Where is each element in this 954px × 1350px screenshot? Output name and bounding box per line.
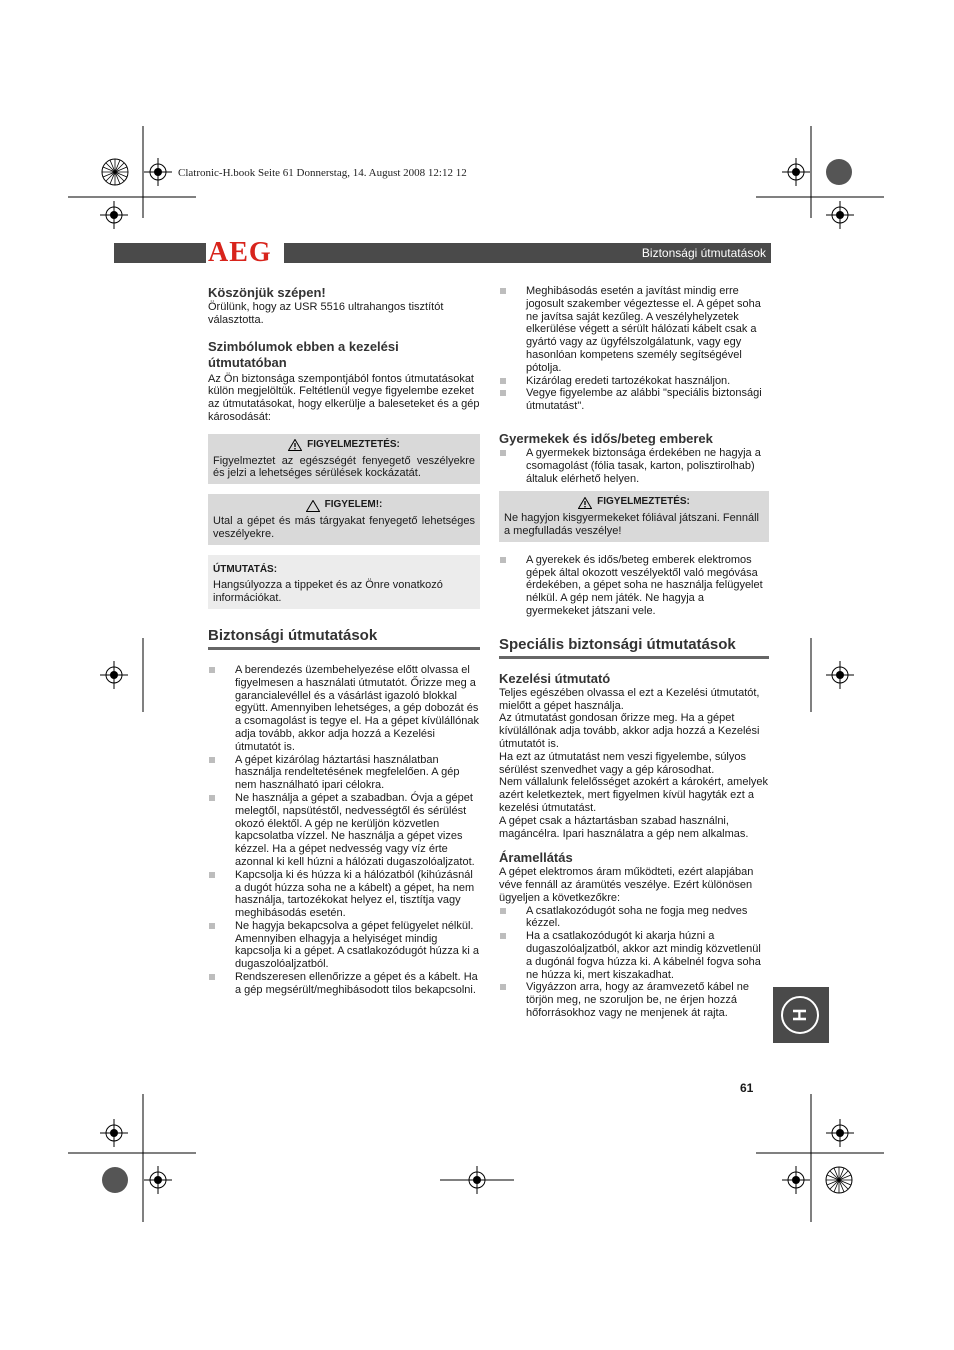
caution-triangle-icon [306, 500, 320, 512]
power-heading: Áramellátás [499, 850, 573, 866]
thanks-text: Örülünk, hogy az USR 5516 ultrahangos tisztítót választotta. [208, 301, 444, 326]
safety-heading: Biztonsági útmutatások [208, 627, 480, 650]
children-warning-box [499, 491, 769, 541]
print-slug: Clatronic-H.book Seite 61 Donnerstag, 14. August 2008 12:12 12 [178, 167, 467, 179]
children-warning-title: FIGYELMEZTETÉS: [597, 496, 690, 508]
symbols-heading: Szimbólumok ebben a kezelési útmutatóban [208, 338, 399, 370]
list-item: Ha a csatlakozódugót ki akarja húzni a dugaszolóaljzatból, akkor azt mindig közvetlenül a dugónál fogva húzza ki. A kábelnél fogva soha ne húzza ki, mert kiszakadhat. [499, 930, 769, 981]
special-safety-heading: Speciális biztonsági útmutatások [499, 636, 769, 659]
children-list [499, 447, 769, 485]
list-item: Ne hagyja bekapcsolva a gépet felügyelet nélkül. Amennyiben elhagyja a helyiséget mindig kapcsolja ki a gépet. A csatlakozódugót húzza ki a dugaszolóaljzatból. [208, 920, 480, 971]
note-box-title: ÚTMUTATÁS: [213, 563, 278, 575]
manual-para: A gépet csak a háztartásban szabad használni, magáncélra. Ipari használatra a gép nem alkalmas. [499, 814, 749, 840]
header-section-title: Biztonsági útmutatások [641, 246, 766, 260]
aeg-logo: AEG [208, 237, 272, 268]
list-item: A gyermekek biztonsága érdekében ne hagyja a csomagolást (fólia tasak, karton, polisztirolhab) általuk elérhető helyen. [499, 447, 769, 485]
manual-para: Teljes egészében olvassa el ezt a Kezelési útmutatót, mielőtt a gépet használja. [499, 686, 760, 712]
manual-heading: Kezelési útmutató [499, 670, 611, 686]
list-item: A gyerekek és idős/beteg emberek elektromos gépek által okozott veszélyektől való megóvása érdekében, a gépet soha ne használja felügyelet nélkül. A gép nem játék. Ne hagyja a gyermekeket játszani vele. [499, 554, 769, 618]
note-box [208, 555, 480, 609]
safety-list [208, 664, 480, 997]
children-warning-text: Ne hagyjon kisgyermekeket fóliával játszani. Fennáll a megfulladás veszélye! [504, 512, 759, 537]
list-item: Ne használja a gépet a szabadban. Óvja a gépet melegtől, napsütéstől, nedvességtől és sérülést okozó élektől. A gép ne kerüljön közvetlen kapcsolatba vízzel. Ne használja a gépet vizes kézzel. Ha a gépet nedvesség vagy víz érte azonnal ki kell húzni a hálózati dugaszolóaljzatot. [208, 792, 480, 869]
repair-list [499, 285, 769, 413]
manual-para: Nem vállalunk felelősséget azokért a károkért, amelyek azért keletkeztek, mert figyelmen kívül hagyták ezt a kezelési útmutatást. [499, 776, 769, 814]
manual-para: Ha ezt az útmutatást nem veszi figyelembe, súlyos sérülést szenvedhet vagy a gép károsodhat. [499, 750, 746, 776]
warning-box-title: FIGYELMEZTETÉS: [307, 438, 400, 450]
language-tab-letter: H [789, 1008, 810, 1022]
manual-para: Az útmutatást gondosan őrizze meg. Ha a gépet kívülállónak adja tovább, akkor adja hozzá a Kezelési útmutatót is. [499, 712, 760, 750]
symbols-text: Az Ön biztonsága szempontjából fontos útmutatásokat külön megjelöltük. Feltétlenül vegye figyelembe ezeket az útmutatásokat, hogy elkerülje a baleseteket és a gép károsodását: [208, 372, 480, 423]
list-item: Kapcsolja ki és húzza ki a hálózatból (kihúzásnál a dugót húzza soha ne a kábelt) a gépet, ha nem használja, tartozékokat helyez el, tisztítja vagy meghibásodás esetén. [208, 869, 480, 920]
list-item: A csatlakozódugót soha ne fogja meg nedves kézzel. [499, 905, 769, 931]
list-item: Vegye figyelembe az alábbi "speciális biztonsági útmutatást". [499, 387, 769, 413]
warning-box [208, 434, 480, 484]
list-item: A berendezés üzembehelyezése előtt olvassa el figyelmesen a használati útmutatót. Őrizze meg a garancialevéllel és a vásárlást igazoló blokkal együtt. Amennyiben lehetséges, a gép dobozát és a csomagolást is tegye el. Ha a gépet kívülállónak adja tovább, akkor adja hozzá a Kezelési útmutatót is. [208, 664, 480, 754]
list-item: Meghibásodás esetén a javítást mindig erre jogosult szakember végeztesse el. A gépet soha ne javítsa saját kezűleg. A veszélyhelyzetek elkerülése végett a sérült hálózati kábelt csak a gyártó vagy az ügyfélszolgálatunk, vagy egy hasonlóan kompetens személy segítségével pótolja. [499, 285, 769, 375]
power-list [499, 905, 769, 1020]
header-bar [114, 237, 771, 268]
warning-triangle-icon [288, 439, 302, 451]
caution-box-text: Utal a gépet és más tárgyakat fenyegető lehetséges veszélyekre. [213, 514, 475, 540]
list-item: Vigyázzon arra, hogy az áramvezető kábel ne törjön meg, ne szoruljon be, ne érjen hozzá hőforrásokhoz vagy ne menjenek át rajta. [499, 981, 769, 1019]
warning-triangle-icon [578, 497, 592, 509]
language-tab [773, 987, 829, 1043]
right-column [499, 285, 769, 1020]
page-number: 61 [740, 1081, 754, 1095]
list-item: A gépet kizárólag háztartási használatban használja rendeltetésének megfelelően. A gép nem használható ipari célokra. [208, 754, 480, 792]
children-heading: Gyermekek és idős/beteg emberek [499, 430, 713, 446]
caution-box-title: FIGYELEM!: [324, 499, 383, 511]
children-list-2 [499, 554, 769, 618]
power-text: A gépet elektromos áram működteti, ezért alapjában véve fennáll az áramütés veszélye. Ezért különösen ügyeljen a következőkre: [499, 866, 754, 904]
note-box-text: Hangsúlyozza a tippeket és az Önre vonatkozó információkat. [213, 579, 443, 605]
left-column [208, 285, 480, 997]
list-item: Kizárólag eredeti tartozékokat használjon. [499, 375, 769, 388]
thanks-heading: Köszönjük szépen! [208, 285, 326, 300]
list-item: Rendszeresen ellenőrizze a gépet és a kábelt. Ha a gép megsérült/meghibásodott tilos bekapcsolni. [208, 971, 480, 997]
warning-box-text: Figyelmeztet az egészségét fenyegető veszélyekre és jelzi a lehetséges sérülések kockázatát. [213, 454, 475, 480]
caution-box [208, 494, 480, 544]
